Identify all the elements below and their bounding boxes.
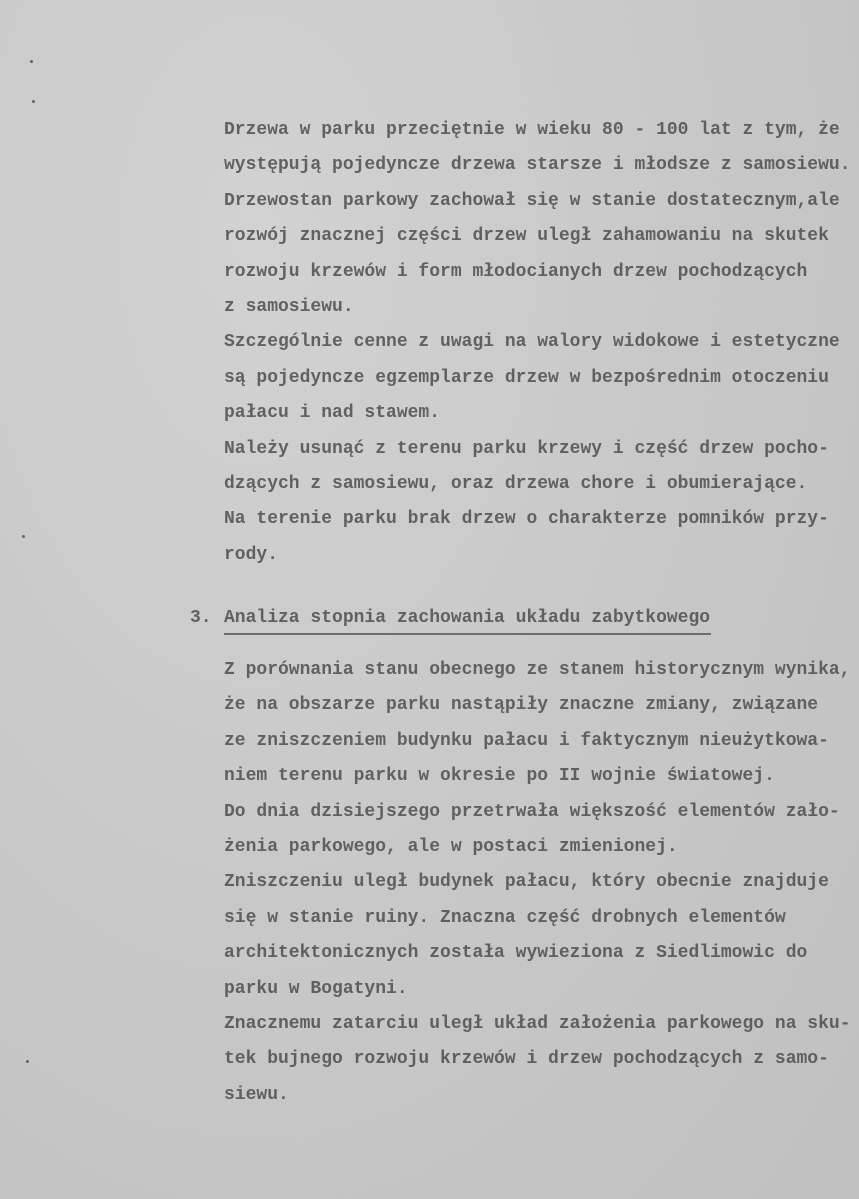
- text-line: Drzewostan parkowy zachował się w stanie dostatecznym,ale: [224, 190, 840, 211]
- section-heading: Analiza stopnia zachowania układu zabytkowego: [224, 608, 711, 628]
- margin-mark: [26, 1060, 29, 1063]
- text-line: architektonicznych została wywieziona z Siedlimowic do: [224, 943, 808, 964]
- section-number: 3.: [190, 608, 212, 628]
- text-line: Szczególnie cenne z uwagi na walory widokowe i estetyczne: [224, 332, 840, 353]
- text-line: rozwoju krzewów i form młodocianych drzew pochodzących: [224, 261, 808, 282]
- text-line: Należy usunąć z terenu parku krzewy i część drzew pocho-: [224, 438, 829, 459]
- text-line: występują pojedyncze drzewa starsze i młodsze z samosiewu.: [224, 155, 851, 176]
- text-line: się w stanie ruiny. Znaczna część drobnych elementów: [224, 907, 786, 928]
- heading-underline: [224, 633, 711, 635]
- text-line: dzących z samosiewu, oraz drzewa chore i obumierające.: [224, 474, 808, 494]
- margin-mark: [22, 535, 25, 538]
- text-line: że na obszarze parku nastąpiły znaczne zmiany, związane: [224, 695, 819, 716]
- text-line: Z porównania stanu obecnego ze stanem historycznym wynika,: [224, 660, 851, 680]
- text-line: tek bujnego rozwoju krzewów i drzew pochodzących z samo-: [224, 1049, 829, 1070]
- text-line: rozwój znacznej części drzew uległ zahamowaniu na skutek: [224, 226, 829, 247]
- text-line: Znacznemu zatarciu uległ układ założenia parkowego na sku-: [224, 1014, 851, 1034]
- text-line: Drzewa w parku przeciętnie w wieku 80 - 100 lat z tym, że: [224, 120, 840, 140]
- text-line: Na terenie parku brak drzew o charakterze pomników przy-: [224, 509, 829, 530]
- text-line: ze zniszczeniem budynku pałacu i faktycznym nieużytkowa-: [224, 730, 829, 751]
- text-line: Zniszczeniu uległ budynek pałacu, który obecnie znajduje: [224, 872, 829, 893]
- margin-mark: [30, 60, 33, 63]
- text-line: pałacu i nad stawem.: [224, 403, 441, 424]
- text-line: rody.: [224, 544, 279, 565]
- text-line: z samosiewu.: [224, 297, 354, 317]
- text-line: żenia parkowego, ale w postaci zmienionej.: [224, 837, 678, 857]
- text-line: są pojedyncze egzemplarze drzew w bezpośrednim otoczeniu: [224, 367, 829, 388]
- text-line: niem terenu parku w okresie po II wojnie światowej.: [224, 766, 775, 787]
- text-line: parku w Bogatyni.: [224, 978, 408, 999]
- text-line: siewu.: [224, 1084, 289, 1105]
- text-line: Do dnia dzisiejszego przetrwała większość elementów zało-: [224, 801, 840, 822]
- margin-mark: [32, 100, 35, 103]
